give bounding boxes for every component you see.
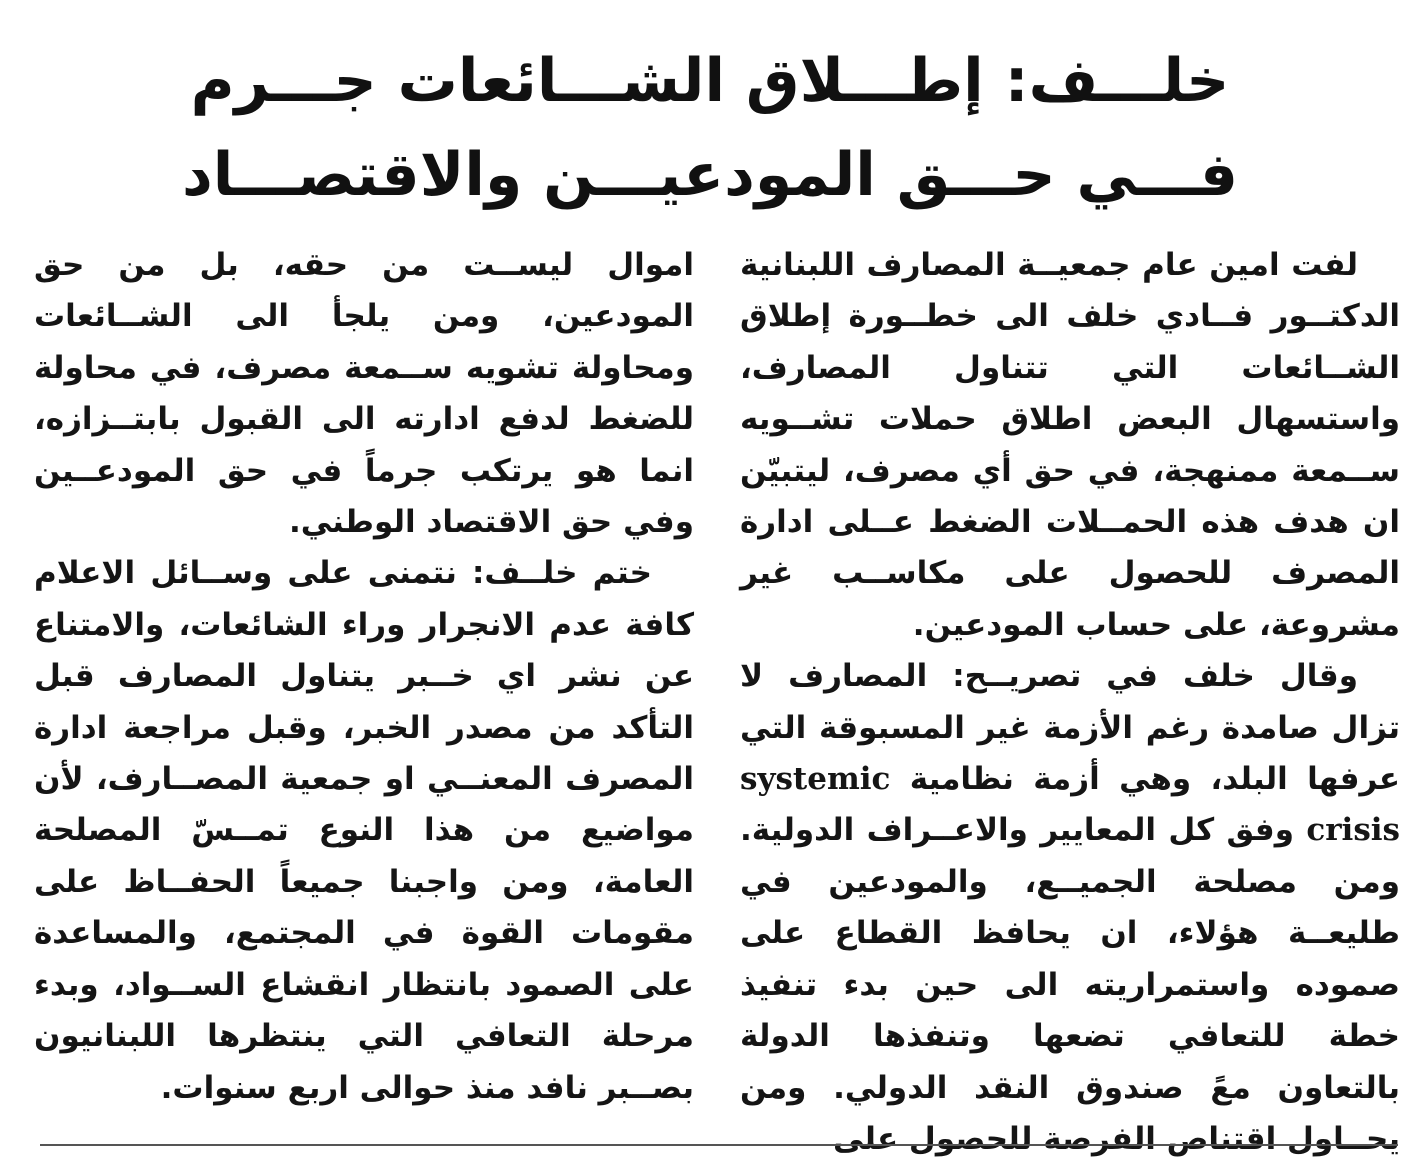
paragraph-closing: ختم خلــف: نتمنى على وســائل الاعلام كافة عدم الانجرار وراء الشائعات، والامتناع عن نشر اي خــبر يتناول المصارف قبل التأكد من مصدر الخبر، وقبل مراجعة ادارة المصرف المعنــي او جمعية المصــارف، لأن مواضيع من هذا النوع تمــسّ المصلحة العامة، ومن واجبنا جميعاً الحفــاظ على مقومات القوة في المجتمع، والمساعدة على الصمود بانتظار انقشاع الســواد، وبدء مرحلة التعافي التي ينتظرها اللبنانيون بصــبر نافد منذ حوالى اربع سنوات.: [34, 555, 694, 1106]
headline-line-2: فـــي حـــق المودعيـــن والاقتصـــاد: [181, 140, 1239, 210]
paragraph-continuation: اموال ليســت من حقه، بل من حق المودعين، ومن يلجأ الى الشــائعات ومحاولة تشويه ســمعة مصرف، في محاولة للضغط لدفع ادارته الى القبول بابتــزازه، انما هو يرتكب جرماً في حق المودعــين وفي حق الاقتصاد الوطني.: [34, 247, 694, 541]
latin-term: systemic crisis: [740, 761, 1400, 849]
headline-line-1: خلـــف: إطـــلاق الشـــائعات جـــرم: [190, 46, 1230, 116]
left-column: [34, 240, 694, 1110]
paragraph-statement: [740, 651, 1400, 1165]
paragraph-intro: لفت امين عام جمعيــة المصارف اللبنانية الدكتــور فــادي خلف الى خطــورة إطلاق الشــائعات التي تتناول المصارف، واستسهال البعض اطلاق حملات تشــويه ســمعة ممنهجة، في حق أي مصرف، ليتبيّن ان هدف هذه الحمــلات الضغط عــلى ادارة المصرف للحصول على مكاســب غير مشروعة، على حساب المودعين.: [740, 247, 1400, 643]
statement-text-start: وقال خلف في تصريــح: المصارف لا تزال صامدة رغم الأزمة غير المسبوقة التي عرفها البلد، وهي أزمة نظامية: [740, 658, 1401, 798]
article-body: [34, 240, 1401, 1157]
headline: [40, 34, 1380, 222]
bottom-rule: [40, 1144, 1398, 1146]
right-column: [740, 240, 1401, 1157]
statement-text-end: وفق كل المعايير والاعــراف الدولية. ومن مصلحة الجميــع، والمودعين في طليعــة هؤلاء، ان يحافظ القطاع على صموده واستمراريته الى حين بدء تنفيذ خطة للتعافي تضعها وتنفذها الدولة بالتعاون معً صندوق النقد الدولي. ومن يحــاول اقتناص الفرصة للحصول على: [740, 812, 1400, 1157]
